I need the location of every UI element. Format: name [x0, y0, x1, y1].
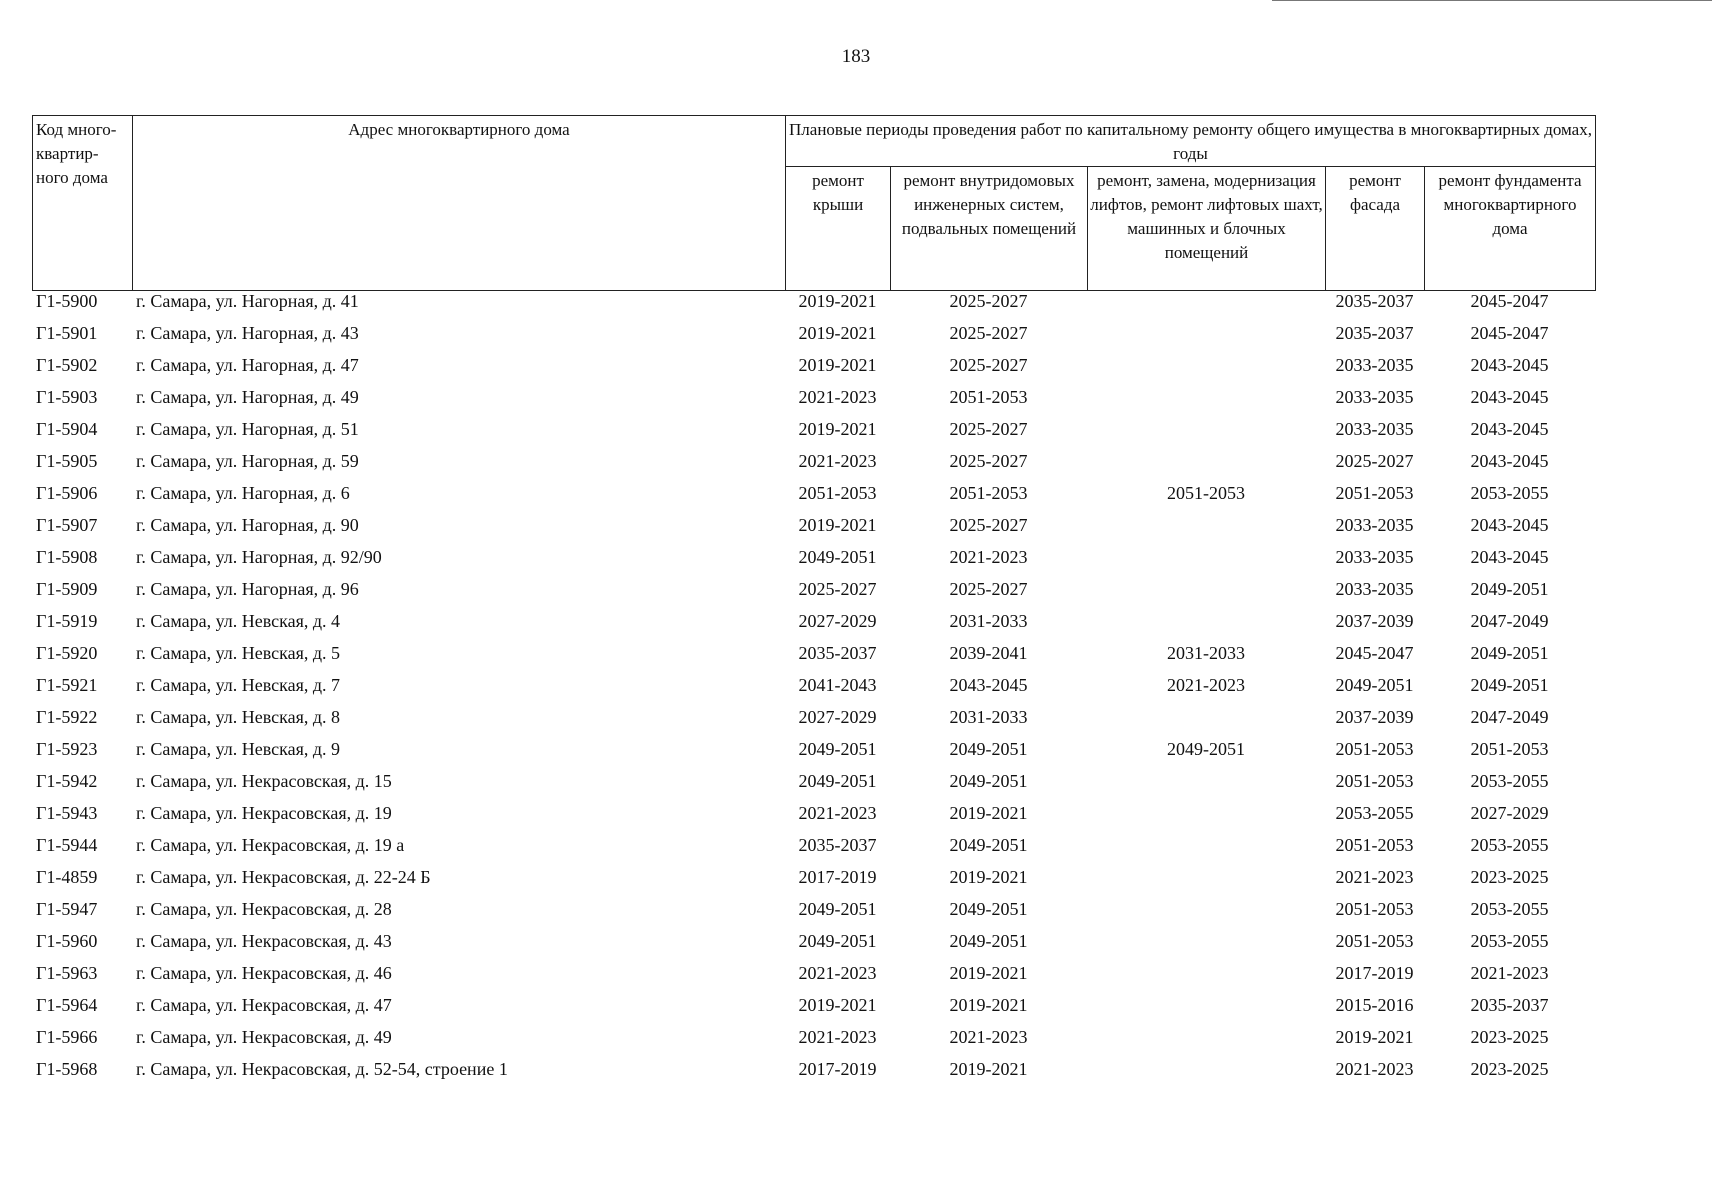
cell-engineering: 2049-2051 [949, 771, 1028, 791]
cell-elevators [1087, 1058, 1325, 1090]
cell-facade: 2021-2023 [1335, 867, 1414, 887]
cell-roof: 2049-2051 [798, 547, 877, 567]
cell-foundation: 2053-2055 [1470, 931, 1549, 951]
cell-code: Г1-5942 [36, 771, 98, 791]
cell-elevators: 2049-2051 [1167, 739, 1245, 759]
table-row [32, 514, 1595, 546]
cell-roof: 2035-2037 [798, 643, 877, 663]
cell-roof: 2017-2019 [798, 1059, 877, 1079]
cell-engineering: 2049-2051 [949, 739, 1028, 759]
cell-elevators [1087, 1026, 1325, 1058]
cell-elevators [1087, 450, 1325, 482]
cell-foundation: 2045-2047 [1470, 291, 1549, 311]
cell-facade: 2035-2037 [1335, 323, 1414, 343]
cell-facade: 2051-2053 [1335, 899, 1414, 919]
cell-address: г. Самара, ул. Нагорная, д. 47 [136, 355, 359, 375]
table-row [32, 802, 1595, 834]
cell-code: Г1-5923 [36, 739, 98, 759]
cell-engineering: 2025-2027 [949, 419, 1028, 439]
table-row [32, 674, 1595, 706]
cell-address: г. Самара, ул. Некрасовская, д. 52-54, строение 1 [136, 1059, 508, 1079]
cell-engineering: 2019-2021 [949, 1059, 1028, 1079]
cell-roof: 2049-2051 [798, 931, 877, 951]
table-row [32, 546, 1595, 578]
cell-facade: 2017-2019 [1335, 963, 1414, 983]
table-row [32, 866, 1595, 898]
table-row [32, 770, 1595, 802]
cell-foundation: 2027-2029 [1470, 803, 1549, 823]
cell-code: Г1-4859 [36, 867, 98, 887]
cell-roof: 2049-2051 [798, 739, 877, 759]
cell-address: г. Самара, ул. Невская, д. 9 [136, 739, 341, 759]
cell-engineering: 2025-2027 [949, 291, 1028, 311]
cell-engineering: 2031-2033 [949, 707, 1028, 727]
table-row [32, 322, 1595, 354]
table-row [32, 482, 1595, 514]
cell-foundation: 2035-2037 [1470, 995, 1549, 1015]
cell-roof: 2019-2021 [798, 419, 877, 439]
cell-address: г. Самара, ул. Нагорная, д. 96 [136, 579, 359, 599]
cell-address: г. Самара, ул. Нагорная, д. 92/90 [136, 547, 382, 567]
cell-code: Г1-5960 [36, 931, 98, 951]
table-row [32, 578, 1595, 610]
cell-facade: 2051-2053 [1335, 771, 1414, 791]
cell-code: Г1-5901 [36, 323, 98, 343]
cell-code: Г1-5921 [36, 675, 98, 695]
cell-code: Г1-5904 [36, 419, 98, 439]
cell-roof: 2021-2023 [798, 387, 877, 407]
cell-roof: 2027-2029 [798, 611, 877, 631]
cell-engineering: 2051-2053 [949, 387, 1028, 407]
cell-roof: 2019-2021 [798, 355, 877, 375]
cell-foundation: 2043-2045 [1470, 355, 1549, 375]
cell-roof: 2035-2037 [798, 835, 877, 855]
header-code: Код много-квартир-ного дома [33, 116, 133, 291]
cell-foundation: 2023-2025 [1470, 1059, 1549, 1079]
table-row [32, 290, 1595, 322]
cell-elevators [1087, 866, 1325, 898]
cell-foundation: 2043-2045 [1470, 547, 1549, 567]
cell-elevators [1087, 322, 1325, 354]
cell-engineering: 2019-2021 [949, 963, 1028, 983]
cell-facade: 2037-2039 [1335, 611, 1414, 631]
table-row [32, 418, 1595, 450]
cell-elevators [1087, 898, 1325, 930]
cell-roof: 2051-2053 [798, 483, 877, 503]
cell-facade: 2019-2021 [1335, 1027, 1414, 1047]
cell-address: г. Самара, ул. Нагорная, д. 49 [136, 387, 359, 407]
cell-address: г. Самара, ул. Нагорная, д. 43 [136, 323, 359, 343]
table-row [32, 354, 1595, 386]
cell-address: г. Самара, ул. Невская, д. 7 [136, 675, 341, 695]
cell-elevators [1087, 994, 1325, 1026]
cell-foundation: 2043-2045 [1470, 451, 1549, 471]
cell-address: г. Самара, ул. Невская, д. 4 [136, 611, 341, 631]
cell-engineering: 2039-2041 [949, 643, 1028, 663]
cell-engineering: 2025-2027 [949, 515, 1028, 535]
cell-engineering: 2025-2027 [949, 355, 1028, 375]
cell-address: г. Самара, ул. Некрасовская, д. 19 [136, 803, 392, 823]
cell-address: г. Самара, ул. Некрасовская, д. 15 [136, 771, 392, 791]
cell-facade: 2033-2035 [1335, 419, 1414, 439]
page-number: 183 [841, 46, 871, 67]
cell-facade: 2025-2027 [1335, 451, 1414, 471]
cell-facade: 2051-2053 [1335, 931, 1414, 951]
cell-roof: 2021-2023 [798, 963, 877, 983]
cell-foundation: 2043-2045 [1470, 515, 1549, 535]
table-row [32, 994, 1595, 1026]
cell-elevators [1087, 386, 1325, 418]
cell-code: Г1-5908 [36, 547, 98, 567]
cell-elevators [1087, 962, 1325, 994]
cell-code: Г1-5943 [36, 803, 98, 823]
cell-facade: 2035-2037 [1335, 291, 1414, 311]
cell-engineering: 2049-2051 [949, 899, 1028, 919]
cell-elevators: 2051-2053 [1167, 483, 1245, 503]
cell-engineering: 2019-2021 [949, 995, 1028, 1015]
cell-roof: 2027-2029 [798, 707, 877, 727]
cell-code: Г1-5964 [36, 995, 98, 1015]
table-row [32, 706, 1595, 738]
cell-facade: 2033-2035 [1335, 355, 1414, 375]
cell-facade: 2051-2053 [1335, 835, 1414, 855]
cell-code: Г1-5905 [36, 451, 98, 471]
cell-roof: 2019-2021 [798, 291, 877, 311]
cell-engineering: 2049-2051 [949, 835, 1028, 855]
cell-code: Г1-5909 [36, 579, 98, 599]
cell-address: г. Самара, ул. Некрасовская, д. 47 [136, 995, 392, 1015]
cell-roof: 2049-2051 [798, 899, 877, 919]
cell-address: г. Самара, ул. Некрасовская, д. 46 [136, 963, 392, 983]
cell-foundation: 2043-2045 [1470, 387, 1549, 407]
table-body [32, 290, 1595, 1090]
cell-foundation: 2043-2045 [1470, 419, 1549, 439]
cell-foundation: 2051-2053 [1470, 739, 1549, 759]
table-row [32, 610, 1595, 642]
header-foundation: ремонт фундамента многоквартирного дома [1425, 167, 1596, 291]
cell-code: Г1-5907 [36, 515, 98, 535]
table-row [32, 1026, 1595, 1058]
cell-address: г. Самара, ул. Невская, д. 5 [136, 643, 341, 663]
table-row [32, 962, 1595, 994]
header-periods-title: Плановые периоды проведения работ по капитальному ремонту общего имущества в многоквартирных домах, годы [786, 116, 1596, 167]
cell-engineering: 2043-2045 [949, 675, 1028, 695]
cell-address: г. Самара, ул. Невская, д. 8 [136, 707, 341, 727]
cell-elevators [1087, 514, 1325, 546]
scan-edge-line [1272, 0, 1712, 1]
cell-foundation: 2049-2051 [1470, 643, 1549, 663]
header-elevators: ремонт, замена, модернизация лифтов, ремонт лифтовых шахт, машинных и блочных помещений [1088, 167, 1326, 291]
cell-roof: 2017-2019 [798, 867, 877, 887]
table-row [32, 834, 1595, 866]
cell-facade: 2037-2039 [1335, 707, 1414, 727]
cell-roof: 2049-2051 [798, 771, 877, 791]
cell-engineering: 2025-2027 [949, 451, 1028, 471]
cell-facade: 2051-2053 [1335, 739, 1414, 759]
header-roof: ремонт крыши [786, 167, 891, 291]
cell-foundation: 2023-2025 [1470, 1027, 1549, 1047]
cell-engineering: 2025-2027 [949, 579, 1028, 599]
cell-code: Г1-5968 [36, 1059, 98, 1079]
cell-facade: 2033-2035 [1335, 579, 1414, 599]
cell-elevators: 2021-2023 [1167, 675, 1245, 695]
cell-code: Г1-5903 [36, 387, 98, 407]
cell-elevators [1087, 834, 1325, 866]
cell-roof: 2041-2043 [798, 675, 877, 695]
cell-foundation: 2049-2051 [1470, 675, 1549, 695]
cell-engineering: 2021-2023 [949, 547, 1028, 567]
cell-facade: 2051-2053 [1335, 483, 1414, 503]
cell-foundation: 2045-2047 [1470, 323, 1549, 343]
cell-facade: 2033-2035 [1335, 387, 1414, 407]
cell-foundation: 2047-2049 [1470, 707, 1549, 727]
table-header [32, 115, 1596, 291]
cell-foundation: 2053-2055 [1470, 771, 1549, 791]
cell-elevators [1087, 290, 1325, 322]
table-row [32, 930, 1595, 962]
cell-foundation: 2023-2025 [1470, 867, 1549, 887]
cell-engineering: 2021-2023 [949, 1027, 1028, 1047]
cell-address: г. Самара, ул. Нагорная, д. 90 [136, 515, 359, 535]
cell-code: Г1-5922 [36, 707, 98, 727]
cell-elevators [1087, 610, 1325, 642]
cell-elevators [1087, 802, 1325, 834]
cell-elevators [1087, 706, 1325, 738]
cell-roof: 2019-2021 [798, 995, 877, 1015]
cell-code: Г1-5919 [36, 611, 98, 631]
cell-facade: 2033-2035 [1335, 515, 1414, 535]
cell-code: Г1-5900 [36, 291, 98, 311]
cell-address: г. Самара, ул. Нагорная, д. 41 [136, 291, 359, 311]
cell-engineering: 2019-2021 [949, 867, 1028, 887]
table-row [32, 1058, 1595, 1090]
table-row [32, 450, 1595, 482]
header-facade: ремонт фасада [1326, 167, 1425, 291]
cell-facade: 2015-2016 [1335, 995, 1414, 1015]
cell-elevators [1087, 418, 1325, 450]
cell-code: Г1-5906 [36, 483, 98, 503]
table-row [32, 738, 1595, 770]
cell-address: г. Самара, ул. Некрасовская, д. 28 [136, 899, 392, 919]
cell-roof: 2021-2023 [798, 1027, 877, 1047]
cell-address: г. Самара, ул. Некрасовская, д. 43 [136, 931, 392, 951]
cell-address: г. Самара, ул. Нагорная, д. 6 [136, 483, 350, 503]
cell-address: г. Самара, ул. Некрасовская, д. 22-24 Б [136, 867, 431, 887]
cell-foundation: 2053-2055 [1470, 835, 1549, 855]
cell-address: г. Самара, ул. Нагорная, д. 51 [136, 419, 359, 439]
cell-elevators [1087, 930, 1325, 962]
cell-engineering: 2049-2051 [949, 931, 1028, 951]
cell-engineering: 2025-2027 [949, 323, 1028, 343]
cell-address: г. Самара, ул. Нагорная, д. 59 [136, 451, 359, 471]
cell-code: Г1-5947 [36, 899, 98, 919]
cell-roof: 2019-2021 [798, 323, 877, 343]
header-engineering: ремонт внутридомовых инженерных систем, подвальных помещений [891, 167, 1088, 291]
cell-roof: 2021-2023 [798, 451, 877, 471]
cell-elevators [1087, 578, 1325, 610]
table-row [32, 642, 1595, 674]
cell-code: Г1-5944 [36, 835, 98, 855]
table-row [32, 898, 1595, 930]
cell-engineering: 2019-2021 [949, 803, 1028, 823]
cell-engineering: 2031-2033 [949, 611, 1028, 631]
cell-elevators [1087, 354, 1325, 386]
cell-facade: 2049-2051 [1335, 675, 1414, 695]
cell-roof: 2025-2027 [798, 579, 877, 599]
cell-elevators [1087, 546, 1325, 578]
cell-facade: 2053-2055 [1335, 803, 1414, 823]
cell-code: Г1-5920 [36, 643, 98, 663]
cell-roof: 2021-2023 [798, 803, 877, 823]
cell-foundation: 2047-2049 [1470, 611, 1549, 631]
cell-facade: 2021-2023 [1335, 1059, 1414, 1079]
cell-facade: 2045-2047 [1335, 643, 1414, 663]
cell-elevators [1087, 770, 1325, 802]
cell-foundation: 2053-2055 [1470, 483, 1549, 503]
cell-foundation: 2049-2051 [1470, 579, 1549, 599]
table-row [32, 386, 1595, 418]
cell-engineering: 2051-2053 [949, 483, 1028, 503]
cell-elevators: 2031-2033 [1167, 643, 1245, 663]
cell-roof: 2019-2021 [798, 515, 877, 535]
cell-facade: 2033-2035 [1335, 547, 1414, 567]
header-address: Адрес многоквартирного дома [133, 116, 786, 291]
cell-code: Г1-5966 [36, 1027, 98, 1047]
cell-foundation: 2021-2023 [1470, 963, 1549, 983]
cell-code: Г1-5963 [36, 963, 98, 983]
cell-code: Г1-5902 [36, 355, 98, 375]
cell-address: г. Самара, ул. Некрасовская, д. 49 [136, 1027, 392, 1047]
cell-address: г. Самара, ул. Некрасовская, д. 19 а [136, 835, 405, 855]
cell-foundation: 2053-2055 [1470, 899, 1549, 919]
